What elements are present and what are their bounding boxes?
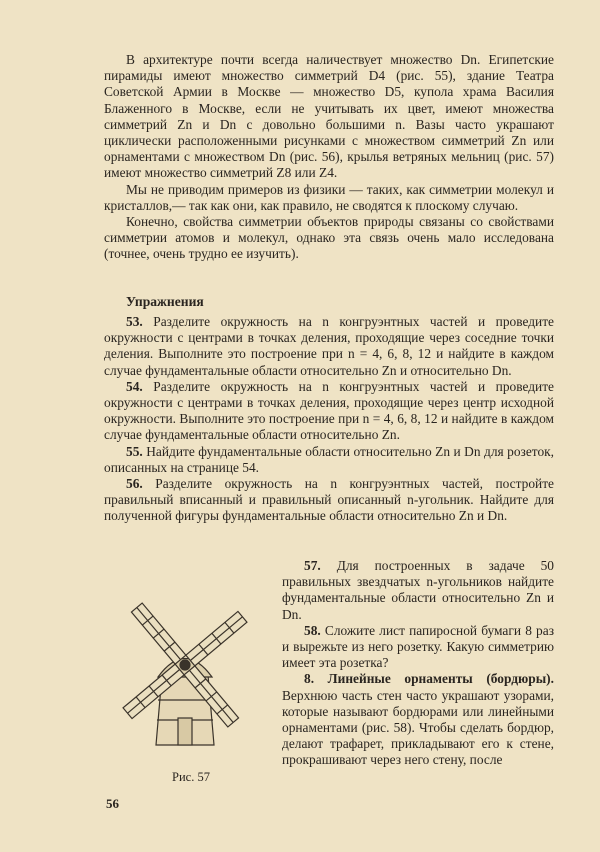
intro-text [104, 52, 554, 263]
paragraph-nature: Конечно, свойства симметрии объектов природы связаны со свойствами симметрии атомов и молекул, однако эта связь очень мало исследована (точнее, очень трудно ее изучить). [104, 214, 554, 262]
exercise-57 [282, 558, 554, 623]
exercise-56 [104, 476, 554, 525]
section-text: Верхнюю часть стен часто украшают узорами, которые называют бордюрами или линейными орнаментами (рис. 58). Чтобы сделать бордюр, делают трафарет, прикладывают его к стене, прокрашивают через него стену, после [282, 687, 554, 768]
exercise-list [104, 314, 554, 525]
exercise-number: 54. [126, 378, 143, 394]
exercise-53 [104, 314, 554, 379]
exercise-55 [104, 444, 554, 476]
section-8 [282, 671, 554, 768]
exercise-58 [282, 623, 554, 672]
exercise-text: Разделите окружность на n конгруэнтных частей, постройте правильный вписанный и правильный описанный n-угольник. Найдите для полученной фигуры фундаментальные области относительно Zn и Dn. [104, 476, 554, 524]
section-number: 8. [304, 671, 315, 687]
paragraph-physics: Мы не приводим примеров из физики — таких, как симметрии молекул и кристаллов,— так как они, как правило, не сводятся к плоскому случаю. [104, 181, 554, 213]
exercise-text: Сложите лист папиросной бумаги 8 раз и вырежьте из него розетку. Какую симметрию имеет эта розетка? [282, 622, 554, 671]
exercise-number: 56. [126, 476, 143, 492]
exercise-number: 55. [126, 443, 143, 459]
exercise-text: Для построенных в задаче 50 правильных звездчатых n-угольников найдите фундаментальные области относительно Zn и Dn. [282, 558, 554, 622]
exercise-text: Разделите окружность на n конгруэнтных частей и проведите окружности с центрами в точках деления, проходящие через соседние точки деления. Выполните это построение при n = 4, 6, 8, 12 и найдите в каждом случае фундаментальные области относительно Zn и относительно Dn. [104, 314, 554, 378]
exercise-text: Разделите окружность на n конгруэнтных частей и проведите окружности с центрами в точках деления, проходящие через центр исходной окружности. Выполните это построение при n = 4, 6, 8, 12 и найдите в каждом случае фундаментальные области относительно Zn. [104, 378, 554, 443]
exercise-number: 53. [126, 314, 143, 329]
exercise-54 [104, 379, 554, 444]
windmill-icon [100, 580, 270, 760]
figure-caption: Рис. 57 [172, 770, 210, 784]
page-number: 56 [106, 796, 119, 811]
exercise-number: 58. [304, 622, 321, 638]
exercise-number: 57. [304, 558, 321, 573]
exercise-text: Найдите фундаментальные области относительно Zn и Dn для розеток, описанных на странице 54. [104, 443, 554, 475]
right-column [282, 558, 554, 769]
section-title: Линейные орнаменты (бордюры). [327, 671, 554, 687]
section-heading: Упражнения [126, 294, 204, 309]
paragraph-architecture: В архитектуре почти всегда наличествует множество Dn. Египетские пирамиды имеют множество симметрий D4 (рис. 55), здание Театра Советской Армии в Москве — множество D5, купола храма Василия Блаженного в Москве, если не учитывать их цвет, имеют множества симметрий Zn и Dn с довольно большими n. Вазы часто украшают циклически расположенными рисунками с множеством симметрий Zn или орнаментами с множеством Dn (рис. 56), крылья ветряных мельниц (рис. 57) имеют множество симметрий Z8 или Z4. [104, 52, 554, 181]
